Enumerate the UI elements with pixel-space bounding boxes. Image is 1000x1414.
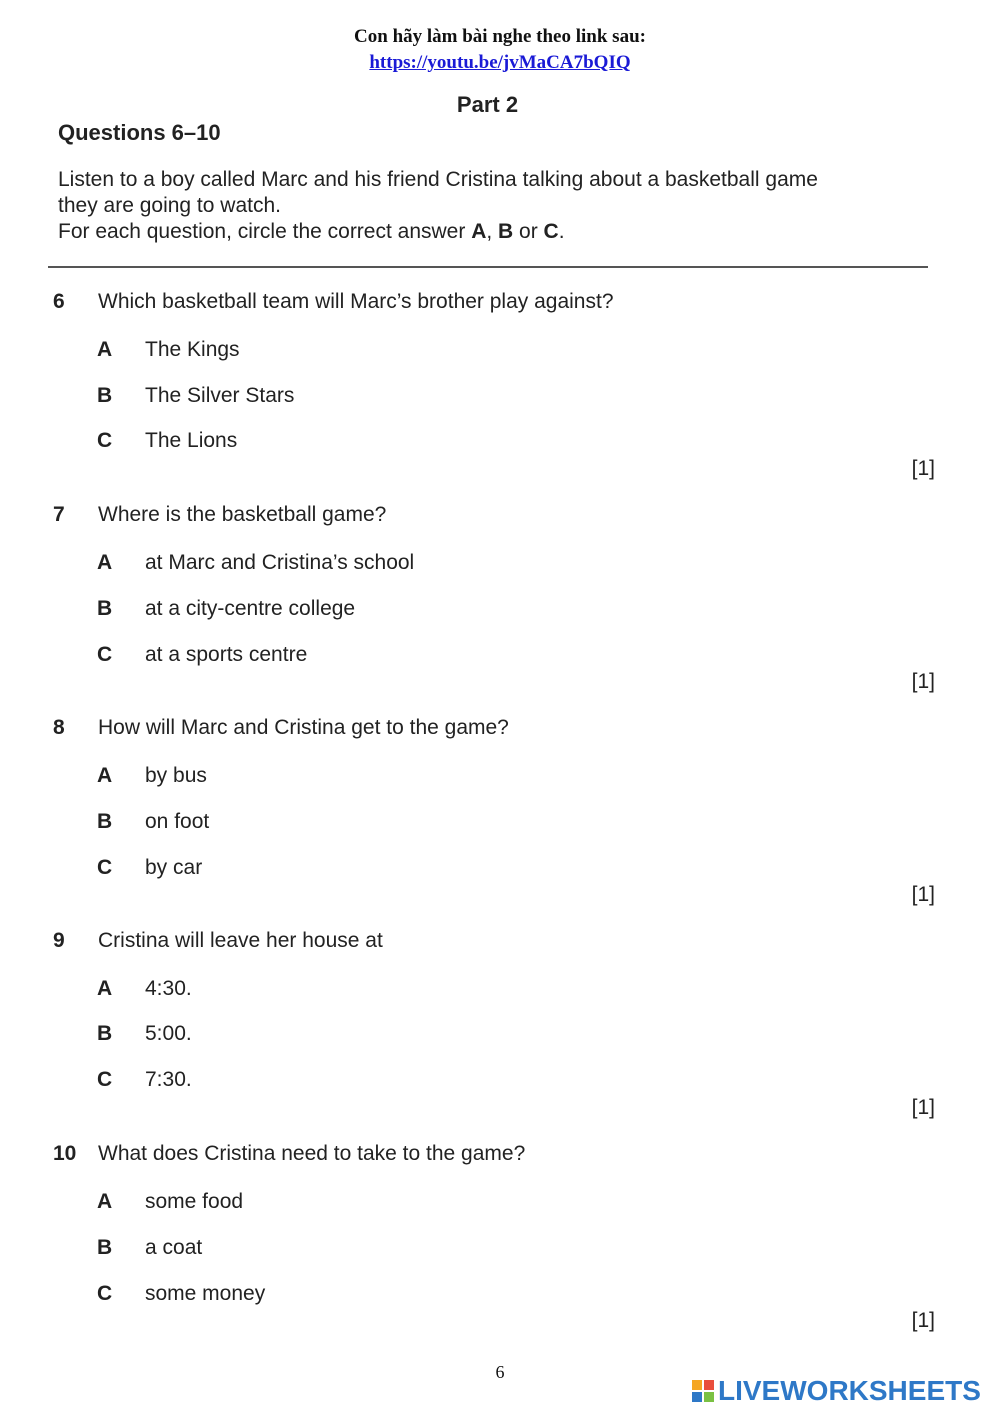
question-text: Which basketball team will Marc’s brother play against? — [98, 290, 614, 313]
option-text[interactable]: The Kings — [145, 338, 240, 361]
option-letter[interactable]: C — [97, 1282, 113, 1305]
question-number: 7 — [53, 503, 65, 526]
option-letter[interactable]: B — [97, 597, 113, 620]
instructions-line-1: Listen to a boy called Marc and his friend Cristina talking about a basketball game — [58, 168, 818, 191]
question-mark: [1] — [911, 883, 935, 906]
option-letter[interactable]: C — [97, 429, 113, 452]
instructions-line-2: they are going to watch. — [58, 194, 281, 217]
question-number: 8 — [53, 716, 65, 739]
question-number: 10 — [53, 1142, 77, 1165]
liveworksheets-brand[interactable] — [692, 1374, 981, 1408]
option-text[interactable]: some food — [145, 1190, 244, 1213]
question-mark: [1] — [911, 457, 935, 480]
instructions-line-3 — [58, 219, 565, 245]
separator: or — [513, 220, 544, 243]
option-letter[interactable]: A — [97, 764, 113, 787]
question-mark: [1] — [911, 670, 935, 693]
option-letter[interactable]: C — [97, 856, 113, 879]
question-number: 9 — [53, 929, 65, 952]
option-text[interactable]: a coat — [145, 1236, 203, 1259]
option-letter[interactable]: B — [97, 384, 113, 407]
option-text[interactable]: on foot — [145, 810, 210, 833]
option-text[interactable]: some money — [145, 1282, 266, 1305]
listening-link[interactable]: https://youtu.be/jvMaCA7bQIQ — [369, 52, 631, 73]
separator: , — [486, 220, 499, 243]
period: . — [558, 220, 565, 243]
option-text[interactable]: 4:30. — [145, 977, 192, 1000]
option-text[interactable]: by bus — [145, 764, 207, 787]
option-letter[interactable]: A — [97, 1190, 113, 1213]
option-letter[interactable]: B — [97, 1236, 113, 1259]
option-text[interactable]: 7:30. — [145, 1068, 192, 1091]
question-mark: [1] — [911, 1309, 935, 1332]
answer-letter-b: B — [498, 220, 514, 243]
liveworksheets-logo-icon — [692, 1380, 714, 1402]
option-letter[interactable]: A — [97, 338, 113, 361]
header-title: Con hãy làm bài nghe theo link sau: — [354, 26, 646, 47]
answer-letter-c: C — [543, 220, 559, 243]
question-number: 6 — [53, 290, 65, 313]
option-letter[interactable]: C — [97, 643, 113, 666]
question-text: Where is the basketball game? — [98, 503, 387, 526]
part-title: Part 2 — [456, 92, 519, 117]
brand-name: LIVEWORKSHEETS — [718, 1375, 981, 1406]
option-text[interactable]: at a sports centre — [145, 643, 308, 666]
option-text[interactable]: 5:00. — [145, 1022, 192, 1045]
question-text: What does Cristina need to take to the game? — [98, 1142, 526, 1165]
option-letter[interactable]: A — [97, 977, 113, 1000]
page-number: 6 — [495, 1362, 505, 1382]
option-letter[interactable]: A — [97, 551, 113, 574]
instructions-line-3-text: For each question, circle the correct answer — [58, 220, 472, 243]
option-letter[interactable]: B — [97, 810, 113, 833]
answer-letter-a: A — [471, 220, 487, 243]
option-text[interactable]: at a city-centre college — [145, 597, 356, 620]
question-mark: [1] — [911, 1096, 935, 1119]
option-text[interactable]: at Marc and Cristina’s school — [145, 551, 415, 574]
option-text[interactable]: by car — [145, 856, 203, 879]
option-text[interactable]: The Silver Stars — [145, 384, 295, 407]
option-letter[interactable]: B — [97, 1022, 113, 1045]
option-letter[interactable]: C — [97, 1068, 113, 1091]
questions-range: Questions 6–10 — [58, 120, 221, 145]
divider — [48, 266, 928, 268]
question-text: How will Marc and Cristina get to the game? — [98, 716, 509, 739]
question-text: Cristina will leave her house at — [98, 929, 383, 952]
option-text[interactable]: The Lions — [145, 429, 238, 452]
